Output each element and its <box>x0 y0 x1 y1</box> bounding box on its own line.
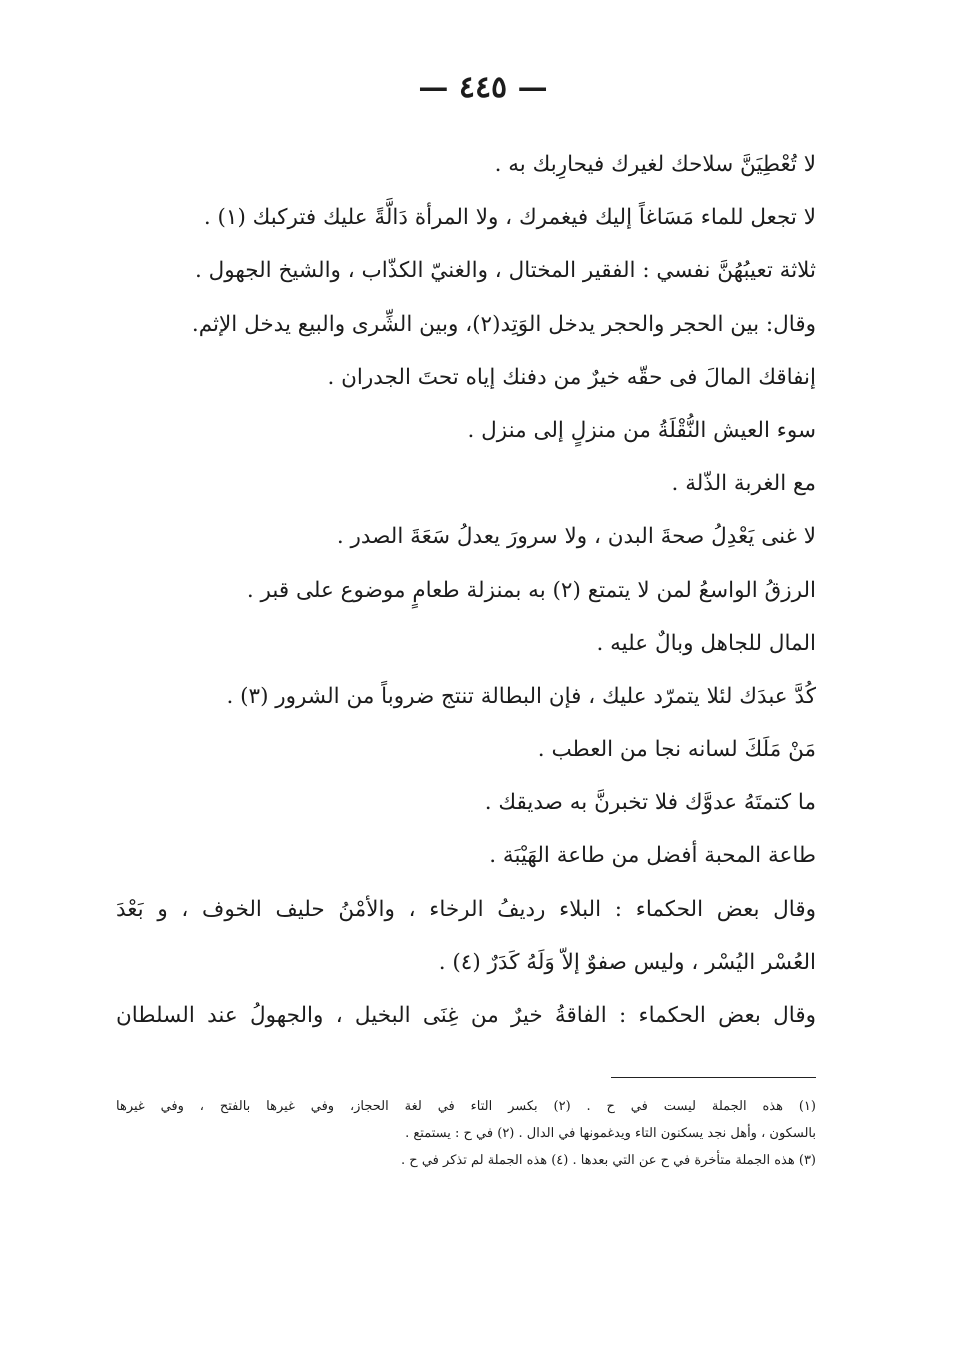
text-line: وقال بعض الحكماء : الفاقةُ خيرٌ من غِنَى البخيل ، والجهولُ عند السلطان <box>116 1003 816 1028</box>
text-line: المال للجاهل وبالٌ عليه . <box>596 630 816 656</box>
footnote-line: بالسكون ، وأهل نجد يسكنون التاء ويدغمونها في الدال . (٢) في ح : يستمتع . <box>405 1126 816 1141</box>
text-line: وقال بعض الحكماء : البلاء رديفُ الرخاء ، والأمْنُ حليف الخوف ، و بَعْدَ <box>116 896 816 922</box>
footnote-divider <box>611 1077 816 1078</box>
text-line: الرزقُ الواسعُ لمن لا يتمتع (٢) به بمنزلة طعامٍ موضوع على قبر . <box>246 577 816 603</box>
text-line: لا تُعْطِيَنَّ سلاحك لغيرك فيحارِبك به . <box>494 152 816 177</box>
text-line: لا غنى يَعْدِلُ صحةَ البدن ، ولا سرورَ يعدلُ سَعَةَ الصدر . <box>336 524 816 550</box>
text-line: سوء العيش النُّقْلَةُ من منزلٍ إلى منزل . <box>467 417 816 443</box>
footnotes <box>116 1093 816 1174</box>
text-line: لا تجعل للماء مَسَاغاً إليك فيغمرك ، ولا المرأة دَالَّةً عليك فتركبك (١) . <box>203 205 816 231</box>
page-number: — ٤٤٥ — <box>418 70 548 105</box>
text-line: ما كتمتَهُ عدوَّك فلا تخبرنَّ به صديقك . <box>484 790 816 816</box>
text-line: مع الغربة الذّلة . <box>671 471 816 497</box>
body-text <box>116 138 816 1042</box>
text-line: كُدَّ عبدَك لئلا يتمرّد عليك ، فإن البطالة تنتج ضروباً من الشرور (٣) . <box>226 683 816 709</box>
text-line: مَنْ مَلَكَ لسانه نجا من العطب . <box>537 737 816 763</box>
text-line: وقال: بين الحجر والحجر يدخل الوَتِد(٢)، وبين الشِّرى والبيع يدخل الإثم. <box>191 311 816 337</box>
text-line: ثلاثة تعيبُهُنَّ نفسي : الفقير المختال ، والغنيّ الكذّاب ، والشيخ الجهول . <box>194 258 816 284</box>
footnote-line: (١) هذه الجملة ليست في ح . (٢) بكسر التاء في لغة الحجاز، وفي غيرها بالفتح ، وفي غيرها <box>116 1099 816 1114</box>
footnote-line: (٣) هذه الجملة متأخرة في ح عن التي بعدها . (٤) هذه الجملة لم تذكر في ح . <box>401 1153 816 1168</box>
text-line: طاعة المحبة أفضل من طاعة الهَيْبَة . <box>489 843 816 869</box>
text-line: إنفاقك المالَ فى حقّه خيرٌ من دفنك إياه تحتَ الجدران . <box>327 364 816 390</box>
text-line: العُسْر اليُسْر ، وليس صفوٌ إلاّ وَلَهُ كَدَرٌ (٤) . <box>438 949 816 975</box>
